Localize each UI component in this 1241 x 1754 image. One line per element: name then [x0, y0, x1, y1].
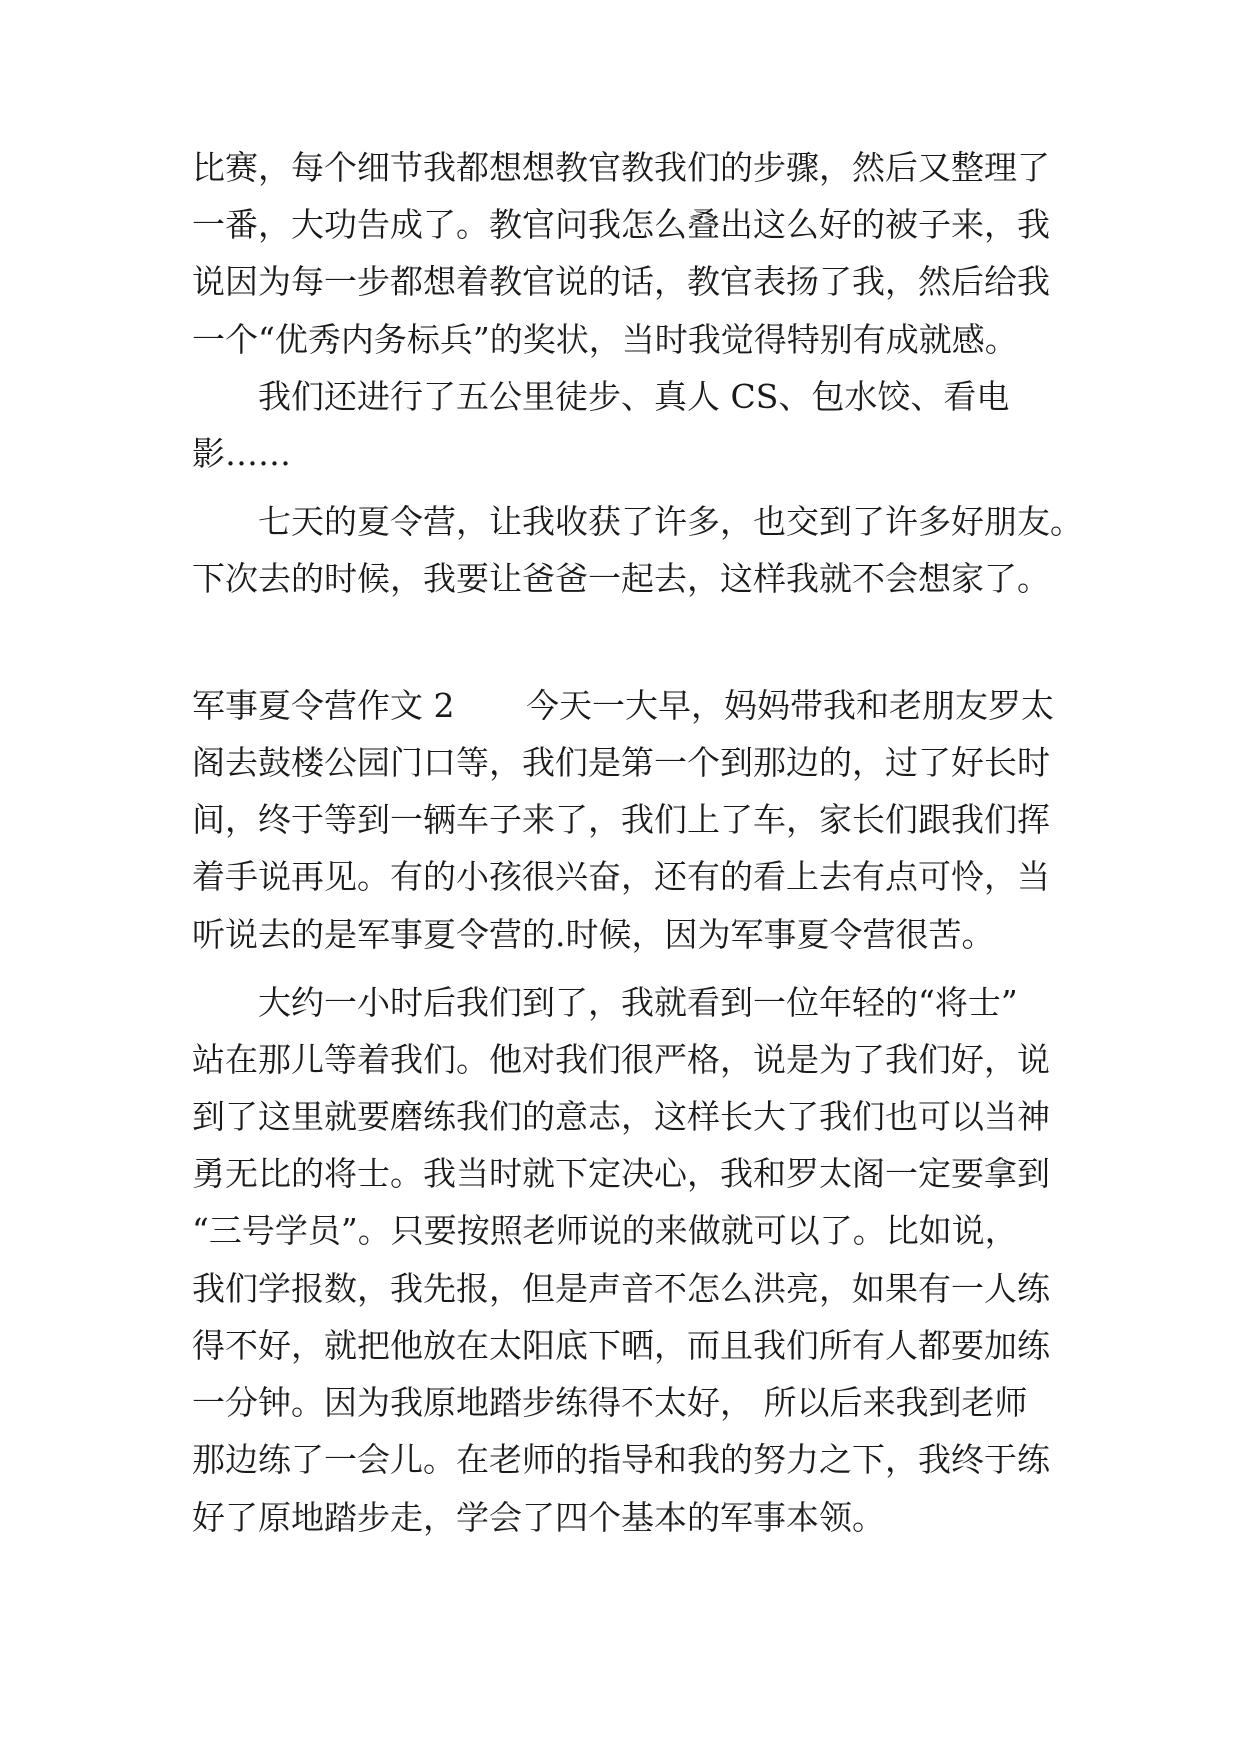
paragraph-line: 下次去的时候，我要让爸爸一起去，这样我就不会想家了。 — [192, 559, 1050, 598]
paragraph-line: 我们还进行了五公里徒步、真人 CS、包水饺、看电 — [258, 377, 1010, 416]
paragraph-line: 一个“优秀内务标兵”的奖状，当时我觉得特别有成就感。 — [192, 320, 1018, 359]
paragraph-line: 阁去鼓楼公园门口等，我们是第一个到那边的，过了好长时 — [192, 743, 1050, 782]
paragraph-line: 影…… — [192, 434, 291, 473]
paragraph-line: 那边练了一会儿。在老师的指导和我的努力之下，我终于练 — [192, 1440, 1050, 1479]
paragraph-line: 听说去的是军事夏令营的.时候，因为军事夏令营很苦。 — [192, 915, 995, 954]
paragraph-line: 大约一小时后我们到了，我就看到一位年轻的“将士” — [258, 983, 1018, 1022]
paragraph-line: “三号学员”。只要按照老师说的来做就可以了。比如说， — [192, 1211, 1018, 1250]
paragraph-line: 今天一大早，妈妈带我和老朋友罗太 — [526, 686, 1054, 725]
paragraph-line: 得不好，就把他放在太阳底下晒，而且我们所有人都要加练 — [192, 1326, 1050, 1365]
paragraph-line: 站在那儿等着我们。他对我们很严格，说是为了我们好，说 — [192, 1040, 1050, 1079]
paragraph-line: 到了这里就要磨练我们的意志，这样长大了我们也可以当神 — [192, 1097, 1050, 1136]
paragraph-line: 比赛，每个细节我都想想教官教我们的步骤，然后又整理了 — [192, 148, 1050, 187]
paragraph-line: 着手说再见。有的小孩很兴奋，还有的看上去有点可怜，当 — [192, 857, 1050, 896]
paragraph-line: 好了原地踏步走，学会了四个基本的军事本领。 — [192, 1498, 885, 1537]
paragraph-line: 间，终于等到一辆车子来了，我们上了车，家长们跟我们挥 — [192, 800, 1050, 839]
paragraph-line: 我们学报数，我先报，但是声音不怎么洪亮，如果有一人练 — [192, 1269, 1050, 1308]
essay-title: 军事夏令营作文 2 — [192, 686, 455, 725]
paragraph-line: 勇无比的将士。我当时就下定决心，我和罗太阁一定要拿到 — [192, 1154, 1050, 1193]
paragraph-line: 说因为每一步都想着教官说的话，教官表扬了我，然后给我 — [192, 262, 1050, 301]
paragraph-line: 一番，大功告成了。教官问我怎么叠出这么好的被子来，我 — [192, 205, 1050, 244]
paragraph-line: 一分钟。因为我原地踏步练得不太好， 所以后来我到老师 — [192, 1383, 1028, 1422]
paragraph-line: 七天的夏令营，让我收获了许多，也交到了许多好朋友。 — [258, 502, 1083, 541]
